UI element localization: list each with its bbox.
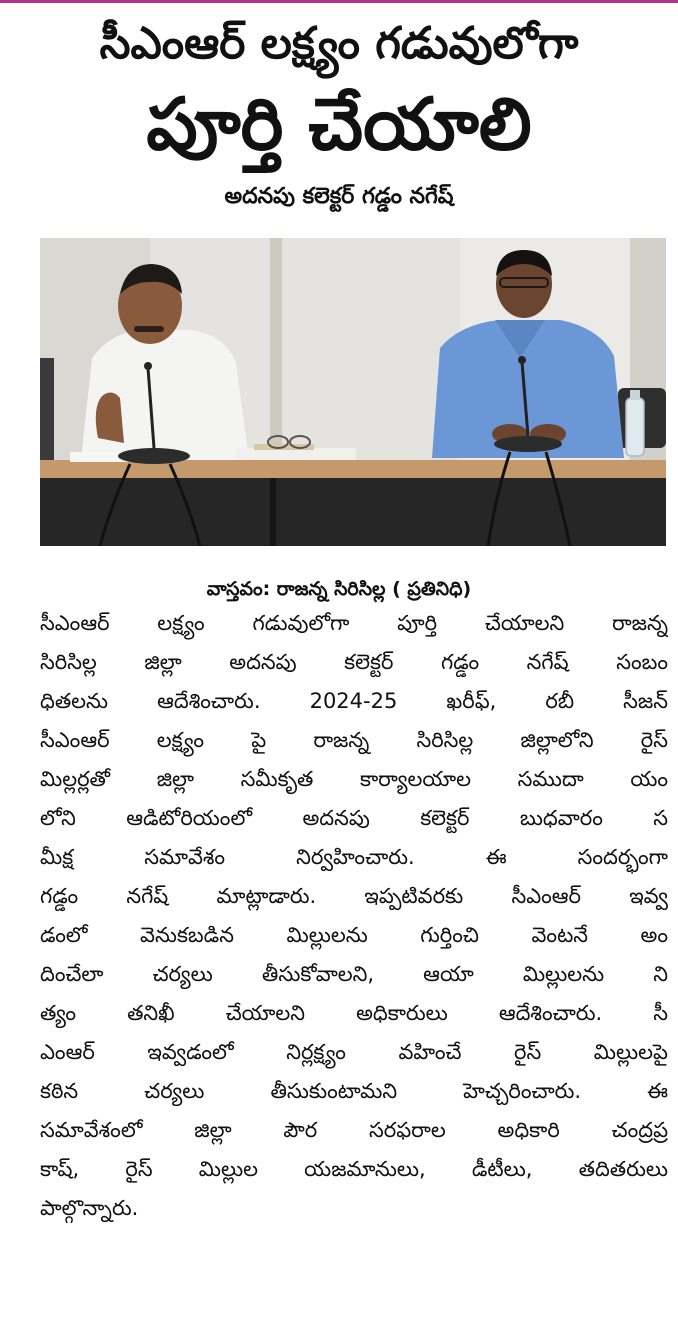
body-line: డంలో వెనుకబడిన మిల్లులను గుర్తించి వెంటనే అం — [40, 923, 668, 947]
body-line: సీఎంఆర్ లక్ష్యం పై రాజన్న సిరిసిల్ల జిల్లాలోని రైస్ — [40, 728, 668, 752]
body-line: కాష్, రైస్ మిల్లుల యజమానులు, డీటీలు, తదితరులు — [40, 1157, 668, 1181]
headline-line-1: సీఎంఆర్ లక్ష్యం గడువులోగా — [99, 18, 579, 69]
body-line: త్యం తనిఖీ చేయాలని అధికారులు ఆదేశించారు. సీ — [40, 1001, 668, 1025]
body-line: ధితలను ఆదేశించారు. 2024-25 ఖరీఫ్, రబీ సీజన్ — [40, 689, 668, 713]
body-line: లోని ఆడిటోరియంలో అదనపు కలెక్టర్ బుధవారం స — [40, 806, 668, 830]
byline: అదనపు కలెక్టర్ గడ్డం నగేష్ — [224, 184, 454, 209]
dateline: వాస్తవం: రాజన్న సిరిసిల్ల ( ప్రతినిధి) — [206, 578, 472, 600]
body-line: ఎంఆర్ ఇవ్వడంలో నిర్లక్ష్యం వహించే రైస్ మిల్లులపై — [40, 1040, 668, 1064]
body-line: మీక్ష సమావేశం నిర్వహించారు. ఈ సందర్భంగా — [40, 845, 668, 869]
body-line: సీఎంఆర్ లక్ష్యం గడువులోగా పూర్తి చేయాలని రాజన్న — [40, 611, 668, 635]
body-line: సిరిసిల్ల జిల్లా అదనపు కలెక్టర్ గడ్డం నగేష్ సంబం — [40, 650, 668, 674]
body-line: మిల్లర్లతో జిల్లా సమీకృత కార్యాలయాల సముదా యం — [40, 767, 668, 791]
top-accent-rule — [0, 0, 678, 3]
body-line: సమావేశంలో జిల్లా పౌర సరఫరాల అధికారి చంద్రప్ర — [40, 1118, 668, 1142]
headline-line-2: పూర్తి చేయాలి — [146, 82, 532, 166]
article-body — [40, 604, 668, 1228]
body-line: పాల్గొన్నారు. — [40, 1196, 139, 1220]
body-line: కఠిన చర్యలు తీసుకుంటామని హెచ్చరించారు. ఈ — [40, 1079, 668, 1103]
meeting-photo — [40, 238, 666, 546]
body-line: దించేలా చర్యలు తీసుకోవాలని, ఆయా మిల్లులను ని — [40, 962, 668, 986]
body-line: గడ్డం నగేష్ మాట్లాడారు. ఇప్పటివరకు సీఎంఆర్ ఇవ్వ — [40, 884, 668, 908]
